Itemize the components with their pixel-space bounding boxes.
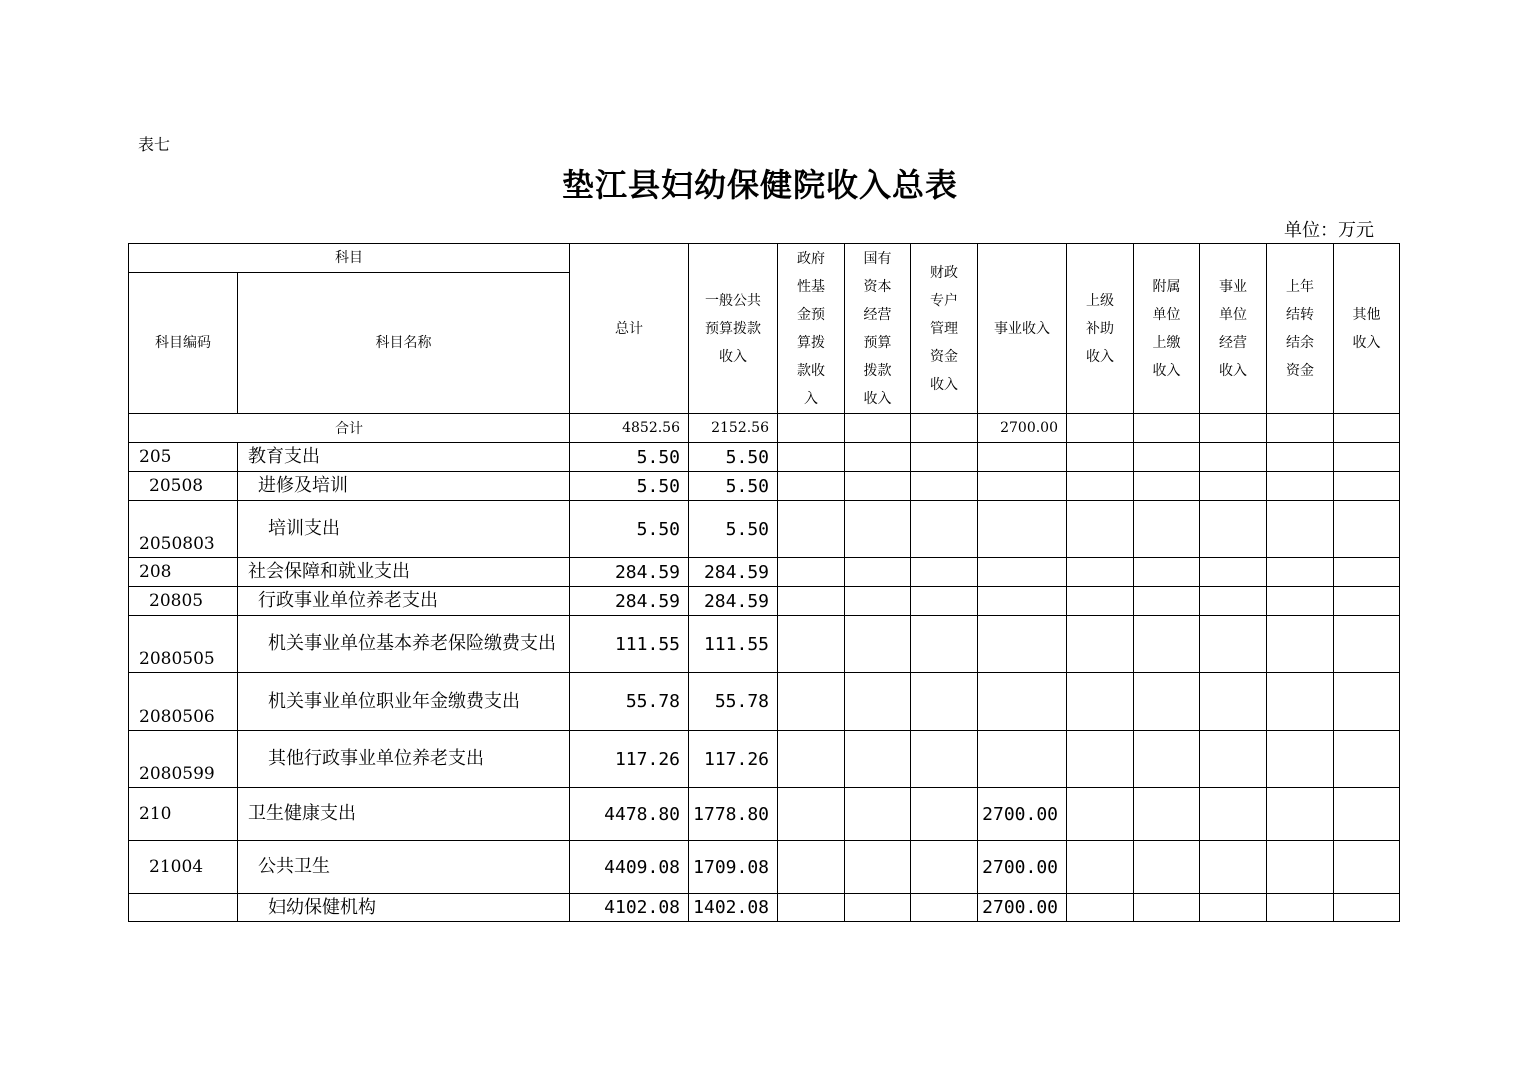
empty-cell: [1200, 788, 1267, 841]
empty-cell: [911, 616, 978, 673]
empty-cell: [1067, 788, 1134, 841]
header-line: 收入: [1152, 362, 1181, 379]
header-code: 科目编码: [129, 273, 238, 414]
empty-cell: [778, 788, 845, 841]
row-total: 4478.80: [570, 788, 689, 841]
header-operating-income: [1200, 244, 1267, 414]
row-code: 2080599: [129, 731, 238, 788]
header-line: 其他: [1352, 306, 1381, 323]
row-business: [978, 472, 1067, 501]
row-general: 111.55: [689, 616, 778, 673]
empty-cell: [845, 443, 911, 472]
empty-cell: [1134, 894, 1200, 922]
empty-cell: [1067, 616, 1134, 673]
empty-cell: [1134, 472, 1200, 501]
empty-cell: [1334, 894, 1400, 922]
table-row: [129, 616, 1400, 673]
row-general: 1402.08: [689, 894, 778, 922]
row-general: 1709.08: [689, 841, 778, 894]
empty-cell: [1267, 558, 1334, 587]
row-code: [129, 894, 238, 922]
row-name: 培训支出: [238, 501, 570, 558]
empty-cell: [1267, 616, 1334, 673]
empty-cell: [778, 414, 845, 443]
empty-cell: [1334, 788, 1400, 841]
row-general: 5.50: [689, 472, 778, 501]
empty-cell: [845, 616, 911, 673]
row-business: [978, 558, 1067, 587]
empty-cell: [1134, 731, 1200, 788]
empty-cell: [1134, 673, 1200, 731]
row-name: 进修及培训: [238, 472, 570, 501]
row-business: 2700.00: [978, 841, 1067, 894]
empty-cell: [845, 788, 911, 841]
header-line: 性基: [797, 278, 825, 295]
row-name: 卫生健康支出: [238, 788, 570, 841]
table-row: [129, 788, 1400, 841]
row-general: 5.50: [689, 443, 778, 472]
table-row: [129, 443, 1400, 472]
empty-cell: [845, 673, 911, 731]
header-line: 管理: [930, 320, 958, 337]
empty-cell: [1200, 443, 1267, 472]
header-line: 金预: [797, 306, 825, 323]
empty-cell: [1067, 558, 1134, 587]
empty-cell: [1134, 587, 1200, 616]
header-line: 预算: [863, 334, 892, 351]
header-carryover: [1267, 244, 1334, 414]
row-business: 2700.00: [978, 788, 1067, 841]
row-total: 284.59: [570, 558, 689, 587]
empty-cell: [1134, 558, 1200, 587]
header-line: 资本: [863, 278, 892, 295]
empty-cell: [1267, 841, 1334, 894]
header-line: 资金: [930, 348, 958, 365]
row-business: [978, 731, 1067, 788]
table-number: 表七: [138, 135, 171, 154]
row-business: [978, 501, 1067, 558]
header-line: 国有: [863, 250, 892, 267]
empty-cell: [1200, 472, 1267, 501]
header-total: 总计: [570, 244, 689, 414]
empty-cell: [911, 414, 978, 443]
header-line: 单位: [1219, 306, 1247, 323]
empty-cell: [1067, 472, 1134, 501]
empty-cell: [1134, 443, 1200, 472]
header-line: 财政: [930, 264, 958, 281]
empty-cell: [911, 788, 978, 841]
row-total: 4409.08: [570, 841, 689, 894]
row-total: 5.50: [570, 472, 689, 501]
empty-cell: [1134, 616, 1200, 673]
row-name: 机关事业单位职业年金缴费支出: [238, 673, 570, 731]
empty-cell: [1200, 894, 1267, 922]
row-total: 4102.08: [570, 894, 689, 922]
empty-cell: [778, 841, 845, 894]
empty-cell: [1334, 501, 1400, 558]
empty-cell: [1067, 414, 1134, 443]
row-code: 20805: [129, 587, 238, 616]
empty-cell: [778, 558, 845, 587]
empty-cell: [1067, 673, 1134, 731]
row-general: 5.50: [689, 501, 778, 558]
empty-cell: [778, 731, 845, 788]
header-other-income: [1334, 244, 1400, 414]
header-line: 上年: [1286, 278, 1314, 295]
header-line: 上级: [1086, 292, 1114, 309]
row-name: 行政事业单位养老支出: [238, 587, 570, 616]
empty-cell: [1067, 841, 1134, 894]
empty-cell: [1200, 616, 1267, 673]
row-code: 2050803: [129, 501, 238, 558]
empty-cell: [845, 587, 911, 616]
empty-cell: [1134, 414, 1200, 443]
empty-cell: [1200, 731, 1267, 788]
row-general: 117.26: [689, 731, 778, 788]
empty-cell: [1334, 841, 1400, 894]
empty-cell: [1200, 501, 1267, 558]
header-line: 一般公共: [705, 292, 761, 309]
empty-cell: [1200, 414, 1267, 443]
row-business: [978, 616, 1067, 673]
unit-label: 单位：万元: [1284, 220, 1374, 241]
summary-general: 2152.56: [689, 414, 778, 443]
empty-cell: [778, 587, 845, 616]
empty-cell: [1134, 501, 1200, 558]
empty-cell: [1267, 443, 1334, 472]
empty-cell: [1200, 587, 1267, 616]
header-line: 经营: [1219, 334, 1247, 351]
empty-cell: [1067, 587, 1134, 616]
empty-cell: [778, 443, 845, 472]
header-line: 拨款: [863, 362, 892, 379]
empty-cell: [1267, 894, 1334, 922]
header-line: 收入: [719, 348, 747, 365]
empty-cell: [845, 472, 911, 501]
row-business: [978, 673, 1067, 731]
row-total: 117.26: [570, 731, 689, 788]
header-line: 款收: [797, 362, 825, 379]
header-line: 收入: [930, 376, 958, 393]
header-line: 上缴: [1152, 334, 1181, 351]
row-code: 2080505: [129, 616, 238, 673]
empty-cell: [911, 731, 978, 788]
empty-cell: [1267, 788, 1334, 841]
empty-cell: [911, 894, 978, 922]
empty-cell: [1200, 558, 1267, 587]
header-line: 附属: [1152, 278, 1181, 295]
header-line: 结余: [1286, 334, 1314, 351]
table-row: [129, 587, 1400, 616]
empty-cell: [1334, 414, 1400, 443]
summary-business: 2700.00: [978, 414, 1067, 443]
row-code: 205: [129, 443, 238, 472]
table-row: [129, 472, 1400, 501]
empty-cell: [1267, 673, 1334, 731]
row-total: 5.50: [570, 443, 689, 472]
row-code: 21004: [129, 841, 238, 894]
row-general: 284.59: [689, 558, 778, 587]
row-name: 教育支出: [238, 443, 570, 472]
empty-cell: [1267, 501, 1334, 558]
header-line: 结转: [1286, 306, 1314, 323]
header-line: 补助: [1086, 320, 1114, 337]
row-name: 社会保障和就业支出: [238, 558, 570, 587]
row-business: [978, 443, 1067, 472]
empty-cell: [911, 587, 978, 616]
row-code: 208: [129, 558, 238, 587]
empty-cell: [1334, 443, 1400, 472]
header-general-budget: [689, 244, 778, 414]
row-name: 其他行政事业单位养老支出: [238, 731, 570, 788]
header-state-capital: [845, 244, 911, 414]
empty-cell: [778, 616, 845, 673]
empty-cell: [911, 501, 978, 558]
row-total: 284.59: [570, 587, 689, 616]
empty-cell: [845, 501, 911, 558]
row-code: 210: [129, 788, 238, 841]
summary-row: [129, 414, 1400, 443]
row-name: 妇幼保健机构: [238, 894, 570, 922]
row-code: 2080506: [129, 673, 238, 731]
table-row: [129, 558, 1400, 587]
empty-cell: [1334, 673, 1400, 731]
empty-cell: [1334, 616, 1400, 673]
header-line: 收入: [1219, 362, 1247, 379]
header-subject: 科目: [129, 244, 570, 273]
header-line: 经营: [863, 306, 892, 323]
empty-cell: [1334, 472, 1400, 501]
empty-cell: [1067, 731, 1134, 788]
empty-cell: [1267, 472, 1334, 501]
summary-label: 合计: [129, 414, 570, 443]
row-general: 1778.80: [689, 788, 778, 841]
empty-cell: [1267, 414, 1334, 443]
empty-cell: [911, 443, 978, 472]
row-name: 机关事业单位基本养老保险缴费支出: [238, 616, 570, 673]
header-name: 科目名称: [238, 273, 570, 414]
table-row: [129, 894, 1400, 922]
row-business: [978, 587, 1067, 616]
empty-cell: [1067, 443, 1134, 472]
empty-cell: [1334, 558, 1400, 587]
header-upper-subsidy: [1067, 244, 1134, 414]
empty-cell: [1267, 731, 1334, 788]
row-total: 5.50: [570, 501, 689, 558]
header-line: 收入: [863, 390, 892, 407]
row-name: 公共卫生: [238, 841, 570, 894]
header-line: 收入: [1086, 348, 1114, 365]
header-affiliated-unit: [1134, 244, 1200, 414]
empty-cell: [1134, 841, 1200, 894]
empty-cell: [1334, 731, 1400, 788]
empty-cell: [911, 841, 978, 894]
empty-cell: [778, 472, 845, 501]
row-code: 20508: [129, 472, 238, 501]
row-general: 55.78: [689, 673, 778, 731]
header-gov-fund: [778, 244, 845, 414]
empty-cell: [911, 472, 978, 501]
summary-total: 4852.56: [570, 414, 689, 443]
table-row: [129, 501, 1400, 558]
row-total: 111.55: [570, 616, 689, 673]
empty-cell: [1200, 841, 1267, 894]
empty-cell: [1334, 587, 1400, 616]
empty-cell: [845, 558, 911, 587]
row-business: 2700.00: [978, 894, 1067, 922]
header-line: 单位: [1152, 306, 1181, 323]
header-special-account: [911, 244, 978, 414]
header-line: 算拨: [797, 334, 825, 351]
income-table: [128, 243, 1400, 922]
header-business-income: 事业收入: [978, 244, 1067, 414]
header-line: 事业: [1219, 278, 1247, 295]
empty-cell: [778, 501, 845, 558]
empty-cell: [778, 894, 845, 922]
empty-cell: [845, 414, 911, 443]
empty-cell: [911, 673, 978, 731]
table-row: [129, 731, 1400, 788]
empty-cell: [1067, 894, 1134, 922]
empty-cell: [1134, 788, 1200, 841]
row-total: 55.78: [570, 673, 689, 731]
empty-cell: [1200, 673, 1267, 731]
header-line: 收入: [1352, 334, 1381, 351]
page-title: 垫江县妇幼保健院收入总表: [561, 166, 958, 204]
empty-cell: [778, 673, 845, 731]
empty-cell: [845, 731, 911, 788]
header-line: 资金: [1286, 362, 1314, 379]
empty-cell: [1067, 501, 1134, 558]
header-line: 入: [804, 390, 818, 407]
header-line: 政府: [797, 250, 825, 267]
empty-cell: [1267, 587, 1334, 616]
empty-cell: [911, 558, 978, 587]
row-general: 284.59: [689, 587, 778, 616]
table-row: [129, 841, 1400, 894]
empty-cell: [845, 894, 911, 922]
header-line: 预算拨款: [705, 320, 761, 337]
empty-cell: [845, 841, 911, 894]
header-line: 专户: [930, 292, 958, 309]
table-row: [129, 673, 1400, 731]
